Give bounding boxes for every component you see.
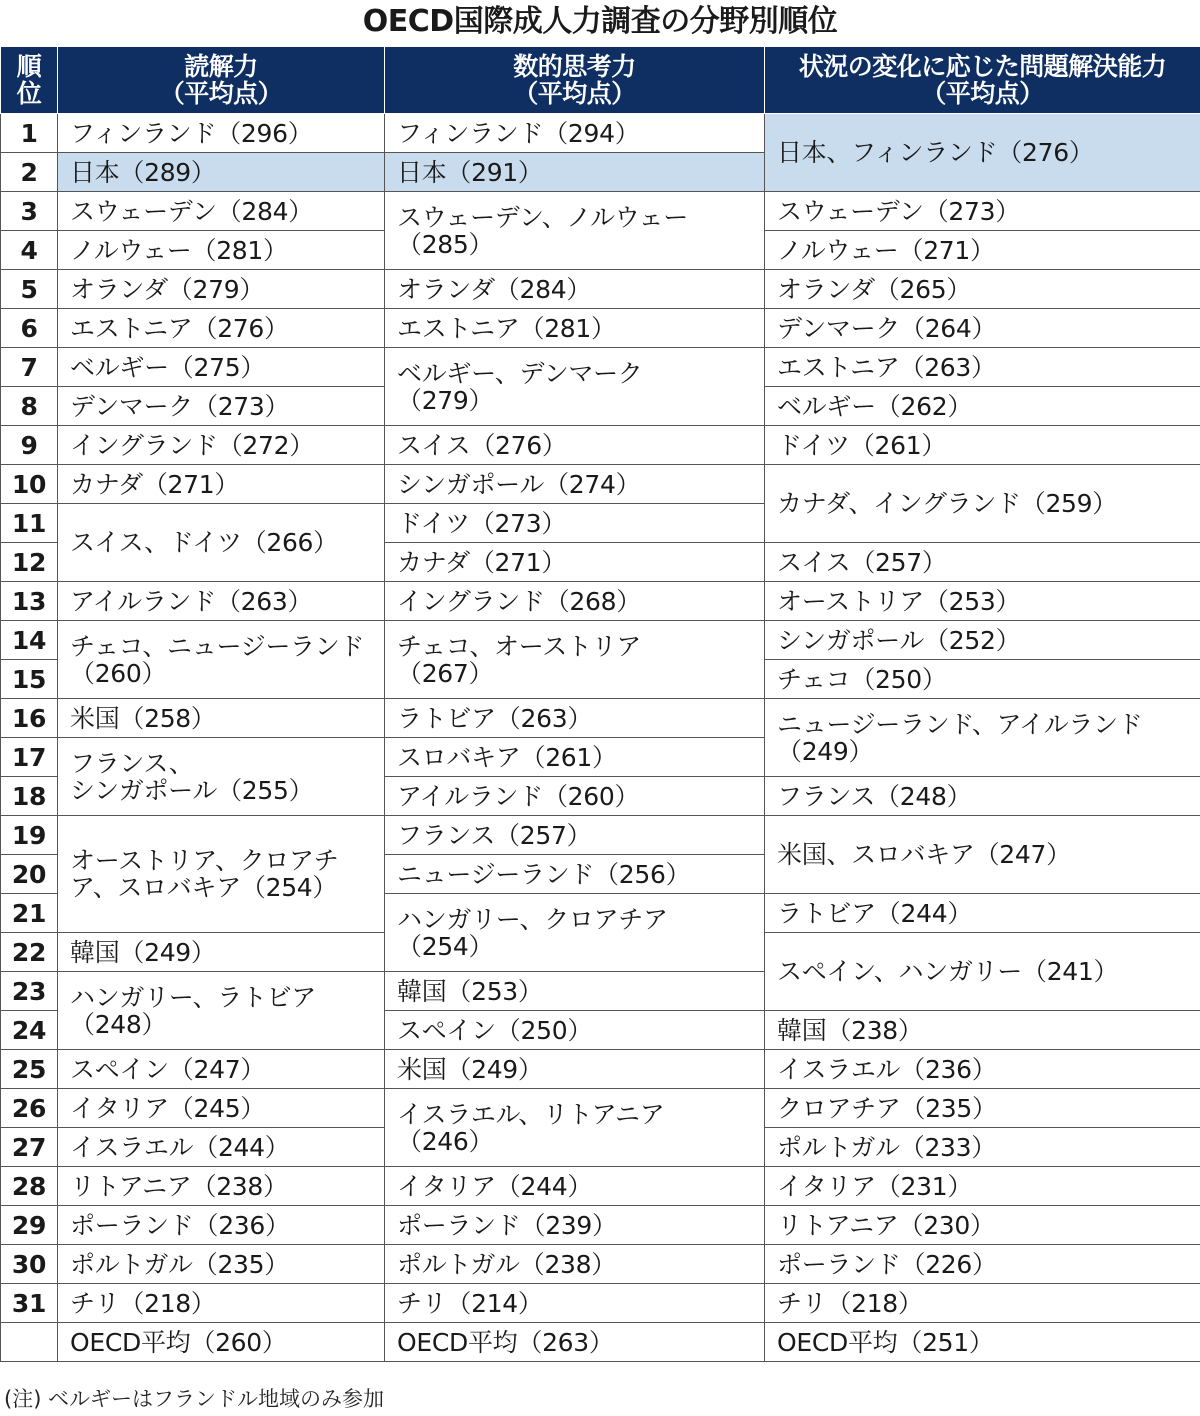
numeracy-cell	[385, 309, 765, 348]
problem-solving-cell	[765, 114, 1200, 192]
problem-solving-cell	[765, 543, 1200, 582]
rank-number: 19	[1, 816, 58, 855]
cell-text: チェコ、ニュージーランド（260）	[70, 631, 365, 688]
numeracy-cell	[385, 1050, 765, 1089]
cell-text: スロバキア（261）	[397, 742, 617, 772]
reading-cell	[58, 933, 385, 972]
cell-text: ノルウェー（281）	[70, 235, 288, 265]
reading-cell	[58, 114, 385, 153]
cell-text: ポルトガル（238）	[397, 1249, 616, 1279]
reading-cell	[58, 387, 385, 426]
cell-text: イスラエル（236）	[777, 1054, 997, 1084]
cell-text: 韓国（253）	[397, 976, 543, 1006]
cell-text: イタリア（244）	[397, 1171, 593, 1201]
ranking-table	[0, 46, 1200, 1362]
cell-text: オランダ（284）	[397, 274, 592, 304]
reading-average: OECD平均（260）	[58, 1323, 385, 1362]
header-text-line: 状況の変化に応じた問題解決能力	[798, 52, 1167, 81]
reading-cell	[58, 465, 385, 504]
header-reading	[58, 47, 385, 114]
rank-number: 2	[1, 153, 58, 192]
table-row	[1, 114, 1200, 153]
numeracy-cell	[385, 1245, 765, 1284]
cell-text: エストニア（281）	[397, 313, 616, 343]
rank-number: 23	[1, 972, 58, 1011]
problem-solving-cell	[765, 894, 1200, 933]
cell-text: ニュージーランド、アイルランド	[777, 709, 1143, 739]
cell-text: シンガポール（255）	[70, 775, 314, 805]
table-row	[1, 582, 1200, 621]
cell-text: ポーランド（236）	[70, 1210, 290, 1240]
cell-text: カナダ（271）	[70, 469, 240, 499]
header-text-line: 数的思考力	[513, 52, 636, 81]
table-row	[1, 309, 1200, 348]
numeracy-cell	[385, 1284, 765, 1323]
cell-text: ベルギー（275）	[70, 352, 266, 382]
numeracy-cell	[385, 582, 765, 621]
rank-number: 22	[1, 933, 58, 972]
problem-solving-cell	[765, 465, 1200, 543]
rank-number: 28	[1, 1167, 58, 1206]
numeracy-cell	[385, 738, 765, 777]
cell-text: ポーランド（239）	[397, 1210, 617, 1240]
problem-solving-cell	[765, 582, 1200, 621]
footnote: (注) ベルギーはフランドル地域のみ参加	[4, 1387, 385, 1411]
header-rank	[1, 47, 58, 114]
problem-solving-cell	[765, 1245, 1200, 1284]
cell-text: エストニア（263）	[777, 352, 996, 382]
numeracy-average: OECD平均（263）	[385, 1323, 765, 1362]
cell-text: ポルトガル（235）	[70, 1249, 289, 1279]
header-text-line: 順	[16, 52, 42, 81]
header-text-line: 位	[16, 79, 42, 108]
reading-cell	[58, 1128, 385, 1167]
cell-text: イスラエル、リトアニア	[397, 1099, 665, 1129]
problem-solving-cell	[765, 231, 1200, 270]
cell-text: （246）	[397, 1126, 494, 1156]
cell-text: ポーランド（226）	[777, 1249, 997, 1279]
reading-cell	[58, 582, 385, 621]
cell-text: カナダ（271）	[397, 547, 567, 577]
cell-text: チリ（218）	[70, 1288, 216, 1318]
cell-text: フィンランド（296）	[70, 118, 313, 148]
cell-text: ニュージーランド（256）	[397, 859, 691, 889]
cell-text: 米国（258）	[70, 703, 216, 733]
cell-text: チェコ、オーストリア	[397, 631, 642, 661]
numeracy-cell	[385, 348, 765, 426]
numeracy-cell	[385, 504, 765, 543]
cell-text: チリ（218）	[777, 1288, 923, 1318]
reading-cell	[58, 1050, 385, 1089]
problem-solving-cell	[765, 270, 1200, 309]
cell-text: チリ（214）	[397, 1288, 543, 1318]
table-row	[1, 348, 1200, 387]
average-row	[1, 1323, 1200, 1362]
cell-text: スイス（276）	[397, 430, 567, 460]
rank-number: 17	[1, 738, 58, 777]
reading-cell	[58, 504, 385, 582]
reading-cell	[58, 1089, 385, 1128]
cell-text: 日本（291）	[397, 157, 543, 187]
cell-text: ハンガリー、ラトビア	[70, 982, 317, 1012]
cell-text: フランス、	[70, 748, 194, 778]
numeracy-cell	[385, 699, 765, 738]
cell-text: シンガポール（252）	[777, 625, 1021, 655]
reading-cell	[58, 231, 385, 270]
rank-number: 26	[1, 1089, 58, 1128]
reading-cell	[58, 348, 385, 387]
problem-solving-cell	[765, 387, 1200, 426]
rank-number: 4	[1, 231, 58, 270]
numeracy-cell	[385, 192, 765, 270]
cell-text: イングランド（268）	[397, 586, 641, 616]
cell-text: イスラエル（244）	[70, 1132, 290, 1162]
problem-solving-cell	[765, 1011, 1200, 1050]
rank-number: 12	[1, 543, 58, 582]
rank-number: 25	[1, 1050, 58, 1089]
cell-text: エストニア（276）	[70, 313, 289, 343]
numeracy-cell	[385, 114, 765, 153]
numeracy-cell	[385, 1206, 765, 1245]
reading-cell	[58, 309, 385, 348]
rank-number: 9	[1, 426, 58, 465]
rank-number: 7	[1, 348, 58, 387]
cell-text: 韓国（249）	[70, 937, 216, 967]
problem-solving-cell	[765, 426, 1200, 465]
numeracy-cell	[385, 894, 765, 972]
cell-text: （254）	[397, 931, 494, 961]
cell-text: デンマーク（264）	[777, 313, 997, 343]
numeracy-cell	[385, 972, 765, 1011]
problem-solving-average: OECD平均（251）	[765, 1323, 1200, 1362]
reading-cell	[58, 192, 385, 231]
problem-solving-cell	[765, 1050, 1200, 1089]
numeracy-cell	[385, 621, 765, 699]
problem-solving-cell	[765, 192, 1200, 231]
cell-text: 日本、フィンランド（276）	[777, 138, 1094, 167]
cell-text: イタリア（245）	[70, 1093, 266, 1123]
cell-text: リトアニア（238）	[70, 1171, 288, 1201]
problem-solving-cell	[765, 699, 1200, 777]
cell-text: 日本（289）	[70, 157, 216, 187]
cell-text: シンガポール（274）	[397, 469, 641, 499]
reading-cell	[58, 270, 385, 309]
table-row	[1, 699, 1200, 738]
header-text-line: （平均点）	[513, 79, 636, 108]
cell-text: デンマーク（273）	[70, 391, 290, 421]
numeracy-cell	[385, 465, 765, 504]
rank-number: 15	[1, 660, 58, 699]
cell-text: スイス（257）	[777, 547, 947, 577]
rank-number: 24	[1, 1011, 58, 1050]
numeracy-cell	[385, 426, 765, 465]
cell-text: （285）	[397, 229, 494, 259]
page-title: OECD国際成人力調査の分野別順位	[362, 4, 838, 39]
cell-text: スイス、ドイツ（266）	[70, 528, 338, 557]
reading-cell	[58, 1284, 385, 1323]
cell-text: スペイン（247）	[70, 1054, 266, 1084]
header-problem-solving	[765, 47, 1200, 114]
rank-blank	[1, 1323, 58, 1362]
problem-solving-cell	[765, 1089, 1200, 1128]
reading-cell	[58, 699, 385, 738]
numeracy-cell	[385, 855, 765, 894]
cell-text: ラトビア（263）	[397, 703, 593, 733]
cell-text: ドイツ（273）	[397, 508, 567, 538]
table-row	[1, 1284, 1200, 1323]
cell-text: フランス（257）	[397, 820, 592, 850]
rank-number: 1	[1, 114, 58, 153]
cell-text: アイルランド（260）	[397, 781, 640, 811]
rank-number: 8	[1, 387, 58, 426]
cell-text: （279）	[397, 385, 494, 415]
rank-number: 31	[1, 1284, 58, 1323]
cell-text: ベルギー、デンマーク	[397, 358, 643, 388]
problem-solving-cell	[765, 1206, 1200, 1245]
cell-text: チェコ（250）	[777, 664, 947, 694]
problem-solving-cell	[765, 621, 1200, 660]
cell-text: イングランド（272）	[70, 430, 314, 460]
numeracy-cell	[385, 270, 765, 309]
numeracy-cell	[385, 1011, 765, 1050]
cell-text: スウェーデン、ノルウェー	[397, 202, 688, 232]
cell-text: （267）	[397, 658, 494, 688]
problem-solving-cell	[765, 816, 1200, 894]
rank-number: 14	[1, 621, 58, 660]
cell-text: ノルウェー（271）	[777, 235, 995, 265]
cell-text: フィンランド（294）	[397, 118, 640, 148]
header-numeracy	[385, 47, 765, 114]
rank-number: 29	[1, 1206, 58, 1245]
problem-solving-cell	[765, 1128, 1200, 1167]
rank-number: 11	[1, 504, 58, 543]
header-text-line: 読解力	[184, 52, 258, 81]
cell-text: スウェーデン（284）	[70, 196, 313, 226]
rank-number: 3	[1, 192, 58, 231]
rank-number: 6	[1, 309, 58, 348]
problem-solving-cell	[765, 348, 1200, 387]
numeracy-cell	[385, 543, 765, 582]
problem-solving-cell	[765, 933, 1200, 1011]
cell-text: 韓国（238）	[777, 1015, 923, 1045]
table-row	[1, 192, 1200, 231]
cell-text: ハンガリー、クロアチア	[397, 904, 668, 934]
header-text-line: （平均点）	[159, 79, 283, 108]
cell-text: ラトビア（244）	[777, 898, 973, 928]
cell-text: フランス（248）	[777, 781, 972, 811]
table-body	[1, 114, 1200, 1362]
rank-number: 13	[1, 582, 58, 621]
table-header-row	[1, 47, 1200, 114]
rank-number: 20	[1, 855, 58, 894]
cell-text: オランダ（265）	[777, 274, 972, 304]
cell-text: オーストリア（253）	[777, 586, 1021, 616]
cell-text: クロアチア（235）	[777, 1093, 997, 1123]
numeracy-cell	[385, 1167, 765, 1206]
table-row	[1, 621, 1200, 660]
problem-solving-cell	[765, 660, 1200, 699]
reading-cell	[58, 1206, 385, 1245]
reading-cell	[58, 621, 385, 699]
numeracy-cell	[385, 816, 765, 855]
cell-text: スペイン、ハンガリー（241）	[777, 957, 1119, 986]
cell-text: （249）	[777, 736, 874, 766]
table-row	[1, 1050, 1200, 1089]
problem-solving-cell	[765, 309, 1200, 348]
problem-solving-cell	[765, 1284, 1200, 1323]
cell-text: オーストリア、クロアチア、スロバキア（254）	[70, 846, 339, 902]
table-row	[1, 1245, 1200, 1284]
reading-cell	[58, 426, 385, 465]
cell-text: カナダ、イングランド（259）	[777, 489, 1117, 518]
problem-solving-cell	[765, 1167, 1200, 1206]
rank-number: 30	[1, 1245, 58, 1284]
cell-text: アイルランド（263）	[70, 586, 313, 616]
reading-cell	[58, 816, 385, 933]
reading-cell	[58, 972, 385, 1050]
table-row	[1, 1206, 1200, 1245]
header-text-line: （平均点）	[921, 79, 1044, 108]
rank-number: 16	[1, 699, 58, 738]
reading-cell	[58, 1167, 385, 1206]
rank-number: 18	[1, 777, 58, 816]
numeracy-cell	[385, 153, 765, 192]
rank-number: 27	[1, 1128, 58, 1167]
cell-text: イタリア（231）	[777, 1171, 973, 1201]
reading-cell	[58, 738, 385, 816]
cell-text: 米国（249）	[397, 1054, 543, 1084]
reading-cell	[58, 153, 385, 192]
cell-text: （248）	[70, 1009, 167, 1039]
table-row	[1, 465, 1200, 504]
cell-text: ポルトガル（233）	[777, 1132, 996, 1162]
cell-text: リトアニア（230）	[777, 1210, 995, 1240]
cell-text: スペイン（250）	[397, 1015, 593, 1045]
cell-text: 米国、スロバキア（247）	[777, 840, 1071, 869]
rank-number: 5	[1, 270, 58, 309]
table-row	[1, 426, 1200, 465]
numeracy-cell	[385, 1089, 765, 1167]
rank-number: 10	[1, 465, 58, 504]
numeracy-cell	[385, 777, 765, 816]
cell-text: ベルギー（262）	[777, 391, 973, 421]
table-row	[1, 270, 1200, 309]
reading-cell	[58, 1245, 385, 1284]
table-row	[1, 1167, 1200, 1206]
cell-text: オランダ（279）	[70, 274, 265, 304]
cell-text: ドイツ（261）	[777, 430, 947, 460]
cell-text: スウェーデン（273）	[777, 196, 1020, 226]
table-row	[1, 816, 1200, 855]
table-row	[1, 1089, 1200, 1128]
rank-number: 21	[1, 894, 58, 933]
problem-solving-cell	[765, 777, 1200, 816]
